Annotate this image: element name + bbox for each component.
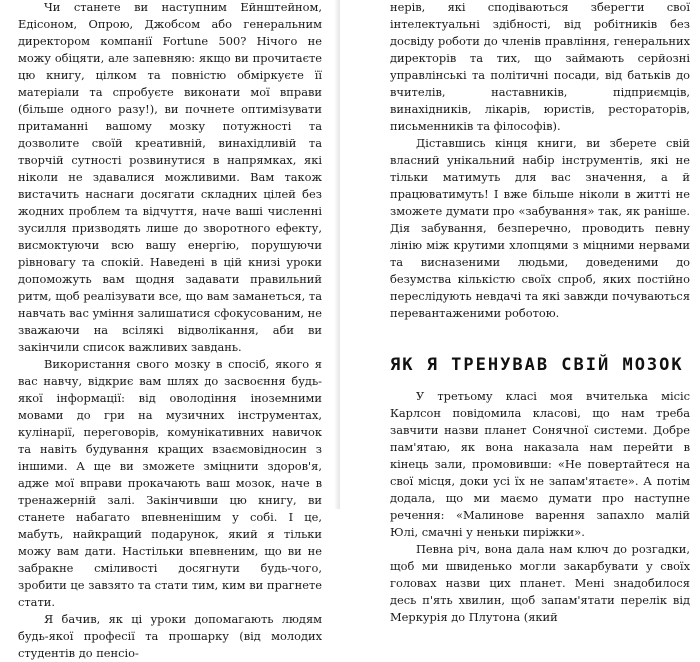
left-page-text [18, 0, 322, 660]
paragraph: У третьому класі моя вчителька місіс Карлсон повідомила класові, що нам треба завчити назви планет Сонячної системи. Добре пам'ятаю, як вона наказала нам перейти в кінець зали, промовивши: «Не повертайтеся на свої місця, доки усі їх не запам'ятаєте». А потім додала, що ми маємо думати про наступне речення: «Малинове варення запахло малій Юлі, смачні у неньки пиріжки». [390, 389, 690, 539]
paragraph: нерів, які сподіваються зберегти свої інтелектуальні здібності, від робітників без досвіду роботи до членів правління, генеральних директорів та тих, що займають серйозні управлінські та політичні посади, від батьків до вчителів, наставників, підприємців, винахідників, лікарів, юристів, рестораторів, письменників та філософів). [390, 0, 690, 133]
right-page-text [390, 0, 690, 624]
right-page [340, 0, 700, 624]
chapter-title: ЯК Я ТРЕНУВАВ СВІЙ МОЗОК [390, 355, 684, 375]
paragraph: Використання свого мозку в спосіб, якого я вас навчу, відкриє вам шлях до засвоєння будь-якої інформації: від оволодіння іноземними мовами до гри на музичних інструментах, кулінарії, переговорів, комунікативних навичок та навіть будування кращих взаємовідносин з іншими. А ще ви зможете зміцнити здоров'я, адже мої вправи прокачають ваш мозок, наче в тренажерній залі. Закінчивши цю книгу, ви станете набагато впевненішим у собі. І це, мабуть, найкращий подарунок, який я тільки можу вам дати. Настільки впевненим, що ви не забракне сміливості досягнути будь-чого, зробити це завзято та стати тим, ким ви прагнете стати. [18, 357, 322, 609]
paragraph: Чи станете ви наступним Ейнштейном, Едісоном, Опрою, Джобсом або генеральним директором компанії Fortune 500? Нічого не можу обіцяти, але запевняю: якщо ви прочитаєте цю книгу, цілком та повністю обміркуєте її матеріали та спробуєте виконати мої вправи (більше одного разу!), ви почнете оптимізувати притаманні вашому мозку потужності та дозволите своїй креативній, винахідливій та творчій сутності розвинутися в напрямках, які ніколи не здавалися можливими. Вам також вистачить наснаги досягати складних цілей без жодних проблем та відчуття, наче ваші численні зусилля призводять лише до зворотного ефекту, висмоктуючи всю вашу енергію, порушуючи рівновагу та спокій. Наведені в цій книзі уроки допоможуть вам щодня задавати правильний ритм, щоб реалізувати все, що вам заманеться, та навчать вас уміння залишатися сфокусованим, не зважаючи на всілякі відволікання, аби ви закінчили список важливих завдань. [18, 0, 322, 354]
paragraph: Діставшись кінця книги, ви зберете свій власний унікальний набір інструментів, які не тільки матимуть для вас значення, а й працюватимуть! І вже більше ніколи в житті не зможете думати про «забування» так, як раніше. Дія забування, безперечно, проводить певну лінію між крутими хлопцями з міцними нервами та висназеними людьми, доведеними до безумства кількістю своїх спроб, яких постійно переслідують невдачі та які завжди почуваються перевантаженими роботою. [390, 136, 690, 320]
paragraph: Певна річ, вона дала нам ключ до розгадки, щоб ми швиденько могли закарбувати у своїх головах назви цих планет. Мені знадобилося десь п'ять хвилин, щоб запам'ятати перелік від Меркурія до Плутона (який [390, 542, 690, 624]
paragraph: Я бачив, як ці уроки допомагають людям будь-якої професії та прошарку (від молодих студентів до пенсіо- [18, 612, 322, 660]
left-page [0, 0, 340, 660]
